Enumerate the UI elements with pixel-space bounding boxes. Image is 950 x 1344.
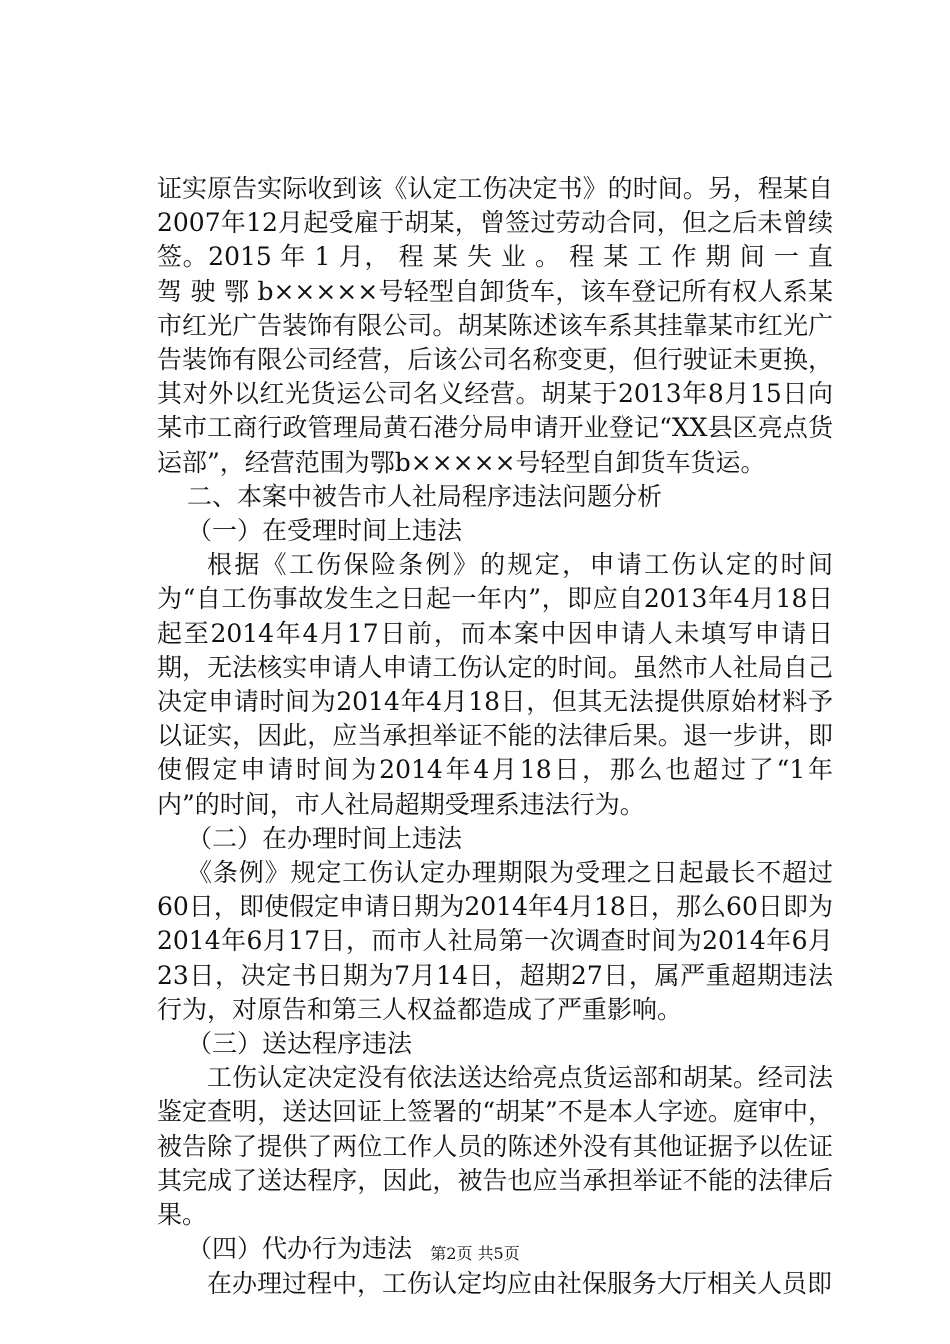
subheading-acceptance-time: （一）在受理时间上违法 [187,516,463,546]
section-heading-procedural-violations: 二、本案中被告市人社局程序违法问题分析 [187,481,663,511]
subheading-agency-conduct: （四）代办行为违法 [187,1234,413,1264]
paragraph-agency-conduct: 在办理过程中，工伤认定均应由社保服务大厅相关人员即 [207,1268,833,1298]
subheading-service-procedure: （三）送达程序违法 [187,1029,413,1059]
page-number-footer: 第2页 共5页 [430,1244,520,1263]
paragraph-acceptance-time: 根据《工伤保险条例》的规定，申请工伤认定的时间为“自工伤事故发生之日起一年内”，即应自2013年4月18日起至2014年4月17日前，而本案中因申请人未填写申请日期，无法核实申请人申请工伤认定的时间。虽然市人社局自己决定申请时间为2014年4月18日，但其无法提供原始材料予以证实，因此，应当承担举证不能的法律后果。退一步讲，即使假定申请时间为2014年4月18日，那么也超过了“1年内”的时间，市人社局超期受理系违法行为。 [157,550,833,819]
document-body [157,172,833,1301]
paragraph-service-procedure: 工伤认定决定没有依法送达给亮点货运部和胡某。经司法鉴定查明，送达回证上签署的“胡某”不是本人字迹。庭审中，被告除了提供了两位工作人员的陈述外没有其他证据予以佐证其完成了送达程序，因此，被告也应当承担举证不能的法律后果。 [157,1063,833,1230]
subheading-processing-time: （二）在办理时间上违法 [187,823,463,853]
paragraph-processing-time: 《条例》规定工伤认定办理期限为受理之日起最长不超过60日，即使假定申请日期为2014年4月18日，那么60日即为2014年6月17日，而市人社局第一次调查时间为2014年6月23日，决定书日期为7月14日，超期27日，属严重超期违法行为，对原告和第三人权益都造成了严重影响。 [157,858,833,1024]
paragraph-case-facts: 证实原告实际收到该《认定工伤决定书》的时间。另，程某自2007年12月起受雇于胡某，曾签过劳动合同，但之后未曾续签。2015 年 1 月， 程 某 失 业 。 程 某 工 作 期 间 一 直 驾 驶 鄂 b×××××号轻型自卸货车，该车登记所有权人系某市红光广告装饰有限公司。胡某陈述该车系其挂靠某市红光广告装饰有限公司经营，后该公司名称变更，但行驶证未更换，其对外以红光货运公司名义经营。胡某于2013年8月15日向某市工商行政管理局黄石港分局申请开业登记“XX县区亮点货运部”，经营范围为鄂b×××××号轻型自卸货车货运。 [157,174,833,477]
